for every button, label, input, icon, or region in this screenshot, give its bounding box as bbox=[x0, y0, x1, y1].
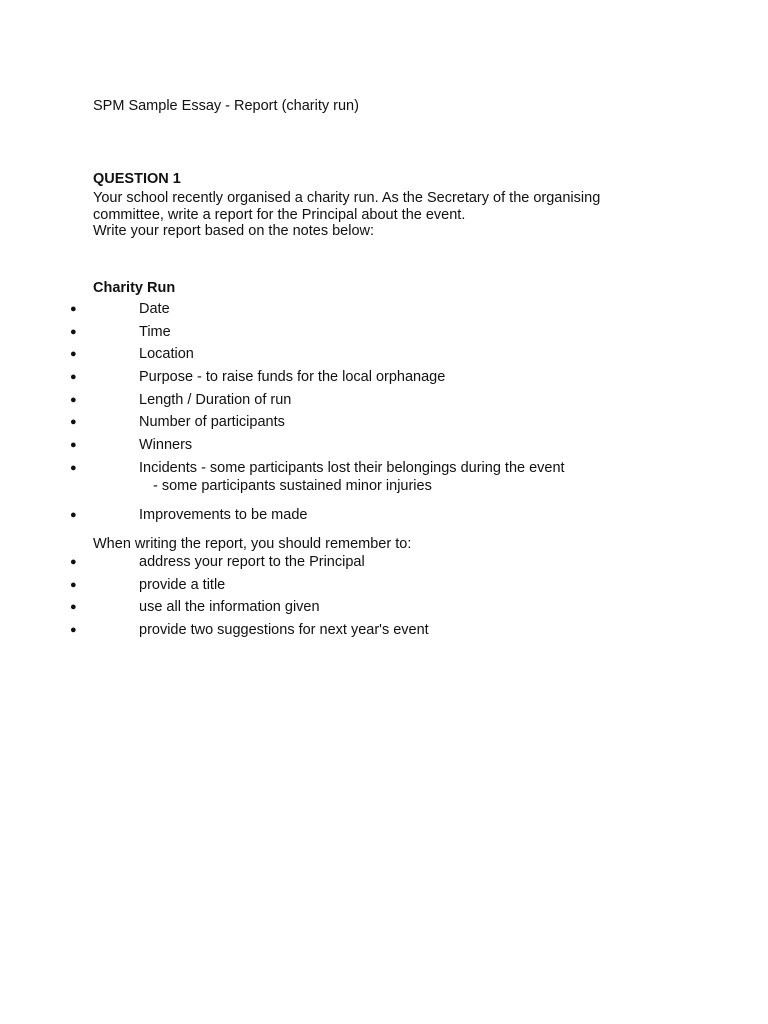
list-item bbox=[0, 553, 700, 576]
reminders-list bbox=[0, 553, 700, 644]
question-line: committee, write a report for the Principal about the event. bbox=[93, 206, 466, 223]
bullet-icon: ● bbox=[70, 556, 77, 568]
bullet-icon: ● bbox=[70, 508, 77, 521]
bullet-icon: ● bbox=[70, 601, 77, 614]
note-text: Length / Duration of run bbox=[139, 391, 292, 408]
bullet-icon: ● bbox=[70, 416, 77, 429]
question-heading: QUESTION 1 bbox=[93, 171, 181, 187]
question-text bbox=[93, 190, 673, 240]
note-text: Number of participants bbox=[139, 414, 285, 431]
note-text: Purpose - to raise funds for the local orphanage bbox=[139, 369, 446, 386]
bullet-icon: ● bbox=[70, 439, 77, 452]
bullet-icon: ● bbox=[70, 325, 77, 338]
list-item bbox=[0, 506, 700, 529]
document-title: SPM Sample Essay - Report (charity run) bbox=[93, 98, 359, 114]
list-item bbox=[0, 391, 700, 414]
reminder-intro: When writing the report, you should remember to: bbox=[93, 536, 412, 552]
reminder-text: provide a title bbox=[139, 576, 226, 593]
note-text: Incidents - some participants lost their belongings during the event bbox=[139, 459, 565, 476]
reminder-text: use all the information given bbox=[139, 599, 320, 616]
bullet-icon: ● bbox=[70, 371, 77, 384]
list-item bbox=[0, 459, 700, 506]
bullet-icon: ● bbox=[70, 303, 77, 315]
bullet-icon: ● bbox=[70, 461, 77, 474]
bullet-icon: ● bbox=[70, 393, 77, 406]
list-item bbox=[0, 413, 700, 436]
list-item bbox=[0, 621, 700, 644]
note-text: Improvements to be made bbox=[139, 506, 308, 523]
list-item bbox=[0, 576, 700, 599]
bullet-icon: ● bbox=[70, 578, 77, 591]
list-item bbox=[0, 598, 700, 621]
bullet-icon: ● bbox=[70, 348, 77, 361]
notes-list bbox=[0, 300, 700, 529]
list-item bbox=[0, 436, 700, 459]
list-item bbox=[0, 300, 700, 323]
list-item bbox=[0, 345, 700, 368]
list-item bbox=[0, 323, 700, 346]
question-line: Your school recently organised a charity run. As the Secretary of the organising bbox=[93, 190, 601, 206]
note-text: Date bbox=[139, 301, 170, 317]
note-text: Time bbox=[139, 323, 171, 340]
note-text: Location bbox=[139, 346, 194, 363]
bullet-icon: ● bbox=[70, 624, 77, 637]
question-line: Write your report based on the notes below: bbox=[93, 223, 375, 239]
note-subtext: - some participants sustained minor injuries bbox=[153, 477, 432, 494]
notes-heading: Charity Run bbox=[93, 280, 176, 296]
list-item bbox=[0, 368, 700, 391]
reminder-text: address your report to the Principal bbox=[139, 554, 365, 570]
note-text: Winners bbox=[139, 437, 193, 454]
reminder-text: provide two suggestions for next year's event bbox=[139, 622, 429, 639]
